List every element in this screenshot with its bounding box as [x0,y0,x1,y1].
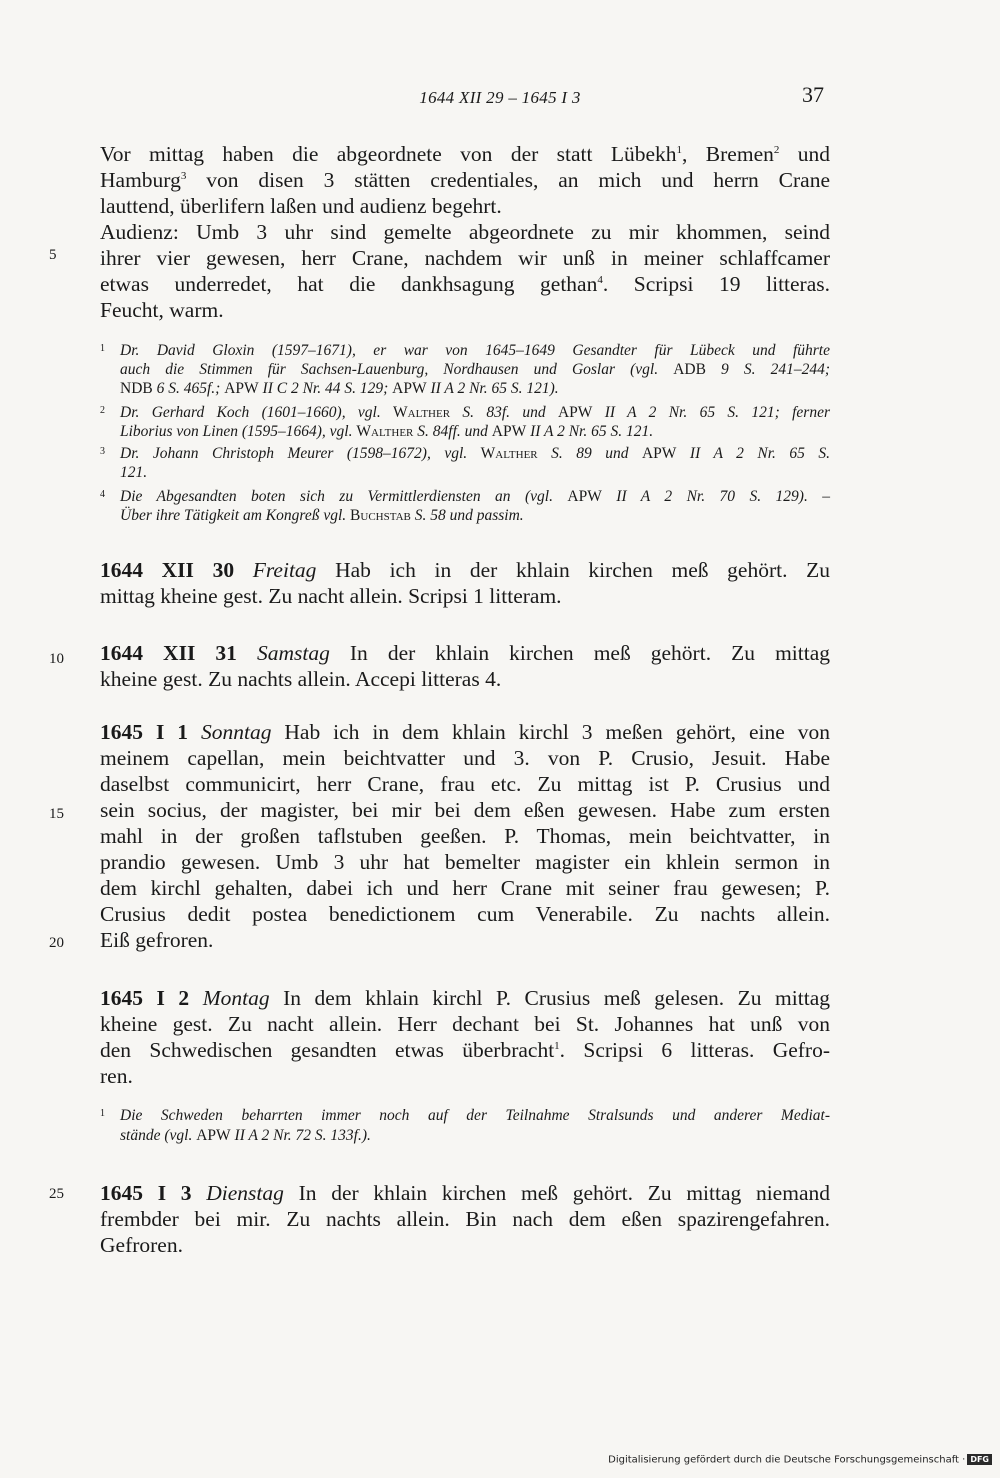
line-number: 20 [49,935,64,951]
entry-date: 1644 XII 30 [100,558,235,582]
line-number: 5 [49,247,57,263]
footnote-2: 2 Dr. Gerhard Koch (1601–1660), vgl. Walther S. 83f. und APW II A 2 Nr. 65 S. 121; ferner [120,403,830,423]
entry-weekday: Samstag [256,641,330,665]
page-number: 37 [802,82,824,107]
footnote-mark: 1 [100,343,105,354]
text-line: dem kirchl gehalten, dabei ich und herr Crane mit seiner frau gewesen; P. [100,876,830,900]
footnote-mark: 3 [100,446,105,457]
text-line: Crusius dedit postea benedictionem cum Venerabile. Zu nachts allein. [100,902,830,926]
footnote-ref[interactable]: 1 [554,1039,560,1052]
text-line: Gefroren. [100,1233,183,1257]
entry-weekday: Sonntag [200,720,272,744]
footnote-ref[interactable]: 4 [597,273,603,286]
text-line: 1645 I 1 Sonntag Hab ich in dem khlain kirchl 3 meßen gehört, eine von [100,720,830,744]
footnote-mark: 1 [100,1108,105,1119]
running-header-date-range: 1644 XII 29 – 1645 I 3 [419,88,581,107]
footnote-line: 121. [120,464,148,481]
text-line: kheine gest. Zu nacht allein. Herr dechant bei St. Johannes hat unß von [100,1012,830,1036]
text-line: Audienz: Umb 3 uhr sind gemelte abgeordnete zu mir khommen, seind [100,220,830,244]
entry-weekday: Montag [202,986,270,1010]
footnote-line: NDB 6 S. 465f.; APW II C 2 Nr. 44 S. 129; APW II A 2 Nr. 65 S. 121). [120,380,559,397]
text-line: Hamburg$^3$ von disen 3 stätten credentiales, an mich und herrn Crane [100,168,830,192]
footnote-ref[interactable]: 3 [180,169,187,182]
text-line: 1644 XII 30 Freitag Hab ich in der khlain kirchen meß gehört. Zu [100,558,831,582]
text-line: ihrer vier gewesen, herr Crane, nachdem wir unß in meiner schlaffcamer [100,246,830,270]
text-line: 1644 XII 31 Samstag In der khlain kirchen meß gehört. Zu mittag [100,641,831,665]
line-number: 25 [49,1186,64,1202]
footnote-mark: 2 [100,405,105,416]
dfg-logo-icon: DFG [967,1454,992,1465]
footnote-line: stände (vgl. APW II A 2 Nr. 72 S. 133f.). [120,1127,371,1144]
footnote-mark: 4 [100,489,105,500]
text-line: lauttend, überlifern laßen und audienz begehrt. [100,194,502,218]
text-line: ren. [100,1064,133,1088]
text-line: den Schwedischen gesandten etwas überbracht$^1$. Scripsi 6 litteras. Gefro- [100,1038,830,1062]
entry-date: 1644 XII 31 [100,641,237,665]
footnote-line: Liborius von Linen (1595–1664), vgl. Walther S. 84ff. und APW II A 2 Nr. 65 S. 121. [120,423,654,440]
text-line: prandio gewesen. Umb 3 uhr hat bemelter magister ein khlein sermon in [100,850,830,874]
text-line: mittag kheine gest. Zu nacht allein. Scripsi 1 litteram. [100,584,562,608]
digitization-credit: Digitalisierung gefördert durch die Deutsche Forschungsgemeinschaft · DFG [608,1454,992,1466]
footnote-ref[interactable]: 1 [676,143,683,156]
text-line: daselbst communicirt, herr Crane, frau etc. Zu mittag ist P. Crusius und [100,772,830,796]
line-number: 10 [49,651,64,667]
text-line: sein socius, der magister, bei mir bei dem eßen gewesen. Habe zum ersten [100,798,830,822]
footnote-3: 3 Dr. Johann Christoph Meurer (1598–1672), vgl. Walther S. 89 und APW II A 2 Nr. 65 S. [120,444,830,464]
text-line: Vor mittag haben die abgeordnete von der statt Lübekh$^1$, Bremen$^2$ und [100,142,831,166]
entry-date: 1645 I 2 [100,986,190,1010]
entry-weekday: Dienstag [206,1181,284,1205]
text-line: Feucht, warm. [100,298,224,322]
footnote-1: 1 Dr. David Gloxin (1597–1671), er war von 1645–1649 Gesandter für Lübeck und führte [120,341,830,361]
text-line: kheine gest. Zu nachts allein. Accepi litteras 4. [100,667,502,691]
text-line: meinem capellan, mein beichtvatter und 3. von P. Crusio, Jesuit. Habe [100,746,830,770]
entry-date: 1645 I 3 [100,1181,192,1205]
text-line: Eiß gefroren. [100,928,214,952]
footnote-4: 4 Die Abgesandten boten sich zu Vermittlerdiensten an (vgl. APW II A 2 Nr. 70 S. 129). – [120,487,830,507]
text-line: frembder bei mir. Zu nachts allein. Bin nach dem eßen spazirengefahren. [100,1207,830,1231]
footnote-1: 1 Die Schweden beharrten immer noch auf der Teilnahme Stralsunds und anderer Mediat- [120,1106,830,1126]
text-line: 1645 I 3 Dienstag In der khlain kirchen meß gehört. Zu mittag niemand [100,1181,830,1205]
footnote-line: Über ihre Tätigkeit am Kongreß vgl. Buchstab S. 58 und passim. [120,507,524,524]
footnote-ref[interactable]: 2 [773,143,780,156]
entry-date: 1645 I 1 [100,720,189,744]
text-line: etwas underredet, hat die dankhsagung gethan$^4$. Scripsi 19 litteras. [100,272,830,296]
footnote-line: auch die Stimmen für Sachsen-Lauenburg, Nordhausen und Goslar (vgl. ADB 9 S. 241–244; [120,361,830,378]
line-number: 15 [49,806,64,822]
text-line: mahl in der großen taflstuben geeßen. P. Thomas, mein beichtvatter, in [100,824,830,848]
entry-weekday: Freitag [252,558,317,582]
text-line: 1645 I 2 Montag In dem khlain kirchl P. Crusius meß gelesen. Zu mittag [100,986,830,1010]
